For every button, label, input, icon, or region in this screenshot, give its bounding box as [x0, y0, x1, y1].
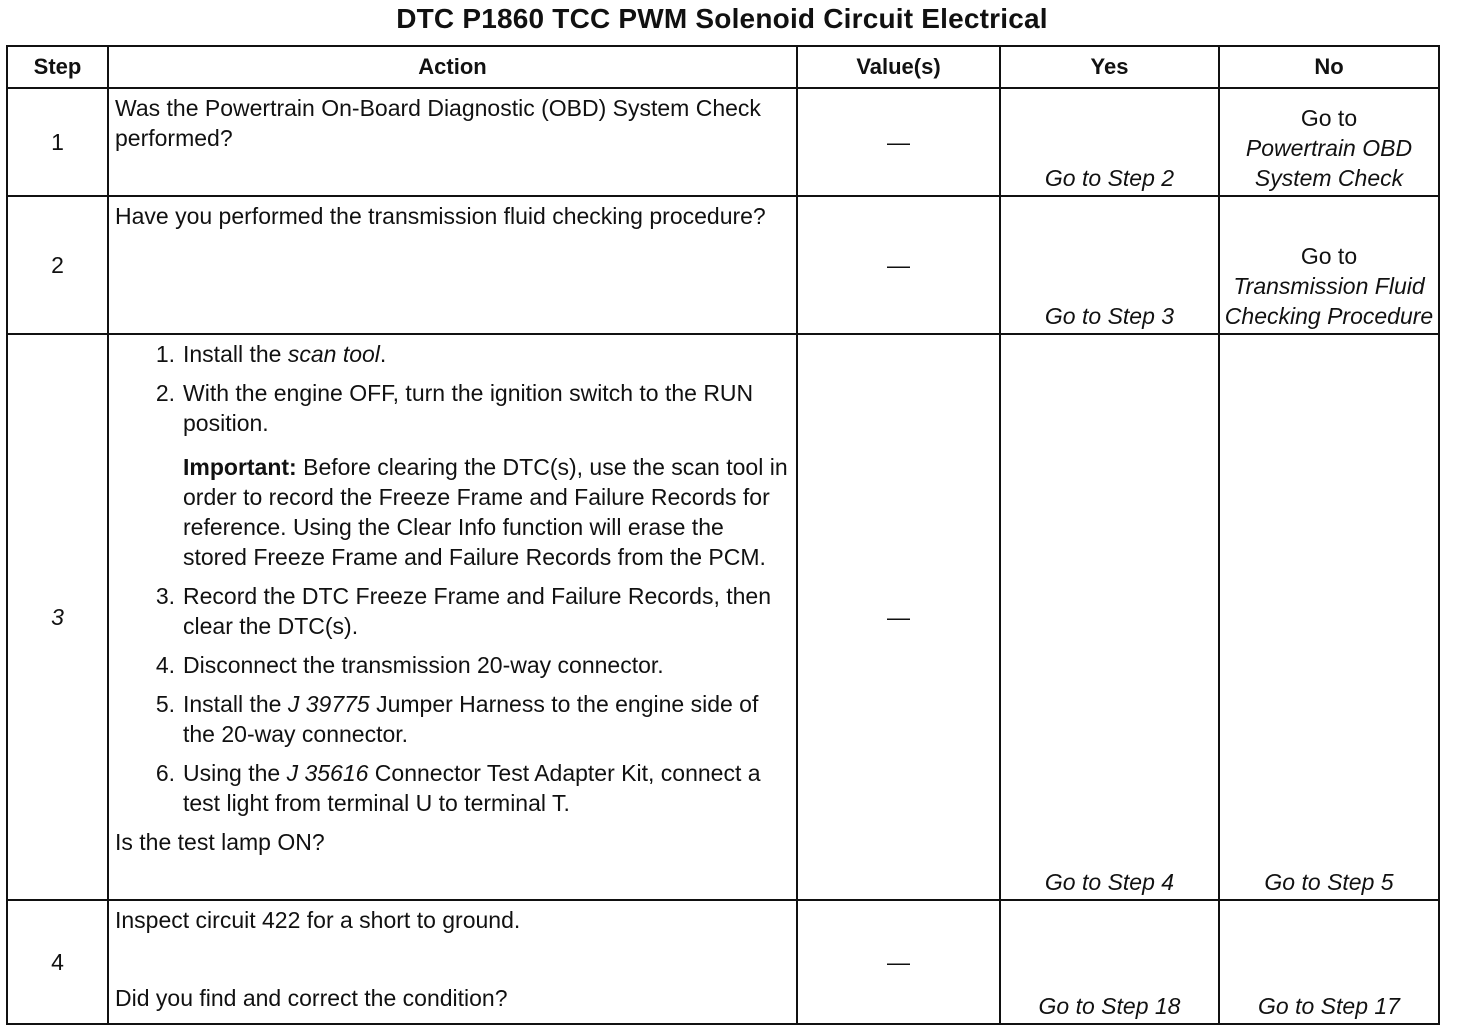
- list-item-text-end: Connector Test Adapter Kit, connect a test light from terminal U to terminal T.: [183, 760, 761, 816]
- table-row-step-2: [7, 196, 1439, 334]
- yes-link[interactable]: [1000, 334, 1219, 900]
- tool-reference[interactable]: J 35616: [286, 760, 369, 786]
- step-number-text: 3: [51, 604, 64, 630]
- action-text: [108, 88, 797, 196]
- list-item: [115, 689, 790, 749]
- list-item-number: 3.: [155, 583, 175, 609]
- no-link-reference: Powertrain OBD System Check: [1245, 135, 1413, 191]
- action-instruction: Inspect circuit 422 for a short to ground.: [115, 907, 521, 933]
- yes-link-text: Go to Step 4: [1044, 869, 1175, 895]
- table-row-step-4: [7, 900, 1439, 1024]
- no-link[interactable]: [1219, 334, 1439, 900]
- diagnostic-table: [6, 45, 1440, 1025]
- value-cell: —: [797, 196, 1000, 334]
- tool-reference[interactable]: J 39775: [287, 691, 370, 717]
- step-number: 1: [7, 88, 108, 196]
- action-text: [108, 196, 797, 334]
- yes-link[interactable]: [1000, 88, 1219, 196]
- no-link-text: Go to Step 17: [1258, 993, 1400, 1019]
- list-item: [115, 758, 790, 818]
- list-item-number: 6.: [155, 760, 175, 786]
- header-row: [7, 46, 1439, 88]
- table-row-step-3: [7, 334, 1439, 900]
- no-link[interactable]: [1219, 196, 1439, 334]
- action-text: [108, 334, 797, 900]
- header-values: Value(s): [797, 46, 1000, 88]
- no-link-prefix: Go to: [1300, 243, 1358, 269]
- important-text: Before clearing the DTC(s), use the scan tool in order to record the Freeze Frame and Failure Records for reference. Using the Clear Info function will erase the stored Freeze Frame and Failure Records from the PCM.: [183, 454, 788, 570]
- list-item: [115, 378, 790, 438]
- spacer: [115, 935, 790, 983]
- action-question: Did you find and correct the condition?: [115, 985, 508, 1011]
- procedure-list: [115, 339, 790, 438]
- table-row-step-1: [7, 88, 1439, 196]
- list-item-text-end: Jumper Harness to the engine side of the 20-way connector.: [183, 691, 759, 747]
- list-item-text-end: .: [379, 341, 387, 367]
- list-item-number: 1.: [155, 341, 175, 367]
- list-item: [115, 650, 790, 680]
- list-item-text: Install the: [183, 341, 288, 367]
- list-item-text: With the engine OFF, turn the ignition switch to the RUN position.: [183, 380, 754, 436]
- yes-link-text: Go to Step 2: [1044, 165, 1175, 191]
- list-item-text: Using the: [183, 760, 287, 786]
- important-note: [115, 452, 790, 572]
- yes-link-text: Go to Step 18: [1038, 993, 1181, 1019]
- header-yes: Yes: [1000, 46, 1219, 88]
- yes-link-text: Go to Step 3: [1044, 303, 1175, 329]
- no-link-reference: Transmission Fluid Checking Procedure: [1224, 273, 1434, 329]
- step-number: 2: [7, 196, 108, 334]
- no-link-text: Go to Step 5: [1264, 869, 1394, 895]
- no-link-prefix: Go to: [1300, 105, 1358, 131]
- header-action: Action: [108, 46, 797, 88]
- list-item-number: 2.: [155, 380, 175, 406]
- action-text: [108, 900, 797, 1024]
- list-item: [115, 581, 790, 641]
- document-title: DTC P1860 TCC PWM Solenoid Circuit Electrical: [396, 3, 1048, 34]
- tool-reference[interactable]: scan tool: [287, 341, 380, 367]
- value-cell: —: [797, 900, 1000, 1024]
- no-link[interactable]: [1219, 88, 1439, 196]
- step-number: 4: [7, 900, 108, 1024]
- step-number: [7, 334, 108, 900]
- action-question: Have you performed the transmission fluid checking procedure?: [115, 203, 766, 229]
- value-cell: —: [797, 334, 1000, 900]
- important-label: Important:: [183, 454, 297, 480]
- action-question: Is the test lamp ON?: [115, 829, 325, 855]
- procedure-list-continued: [115, 581, 790, 818]
- list-item-text: Disconnect the transmission 20-way connector.: [183, 652, 664, 678]
- list-item-number: 5.: [155, 691, 175, 717]
- list-item-text: Install the: [183, 691, 288, 717]
- value-cell: —: [797, 88, 1000, 196]
- yes-link[interactable]: [1000, 196, 1219, 334]
- list-item: [115, 339, 790, 369]
- no-link[interactable]: [1219, 900, 1439, 1024]
- header-step: Step: [7, 46, 108, 88]
- action-question: Was the Powertrain On-Board Diagnostic (OBD) System Check performed?: [115, 95, 761, 151]
- header-no: No: [1219, 46, 1439, 88]
- list-item-number: 4.: [155, 652, 175, 678]
- yes-link[interactable]: [1000, 900, 1219, 1024]
- list-item-text: Record the DTC Freeze Frame and Failure Records, then clear the DTC(s).: [183, 583, 772, 639]
